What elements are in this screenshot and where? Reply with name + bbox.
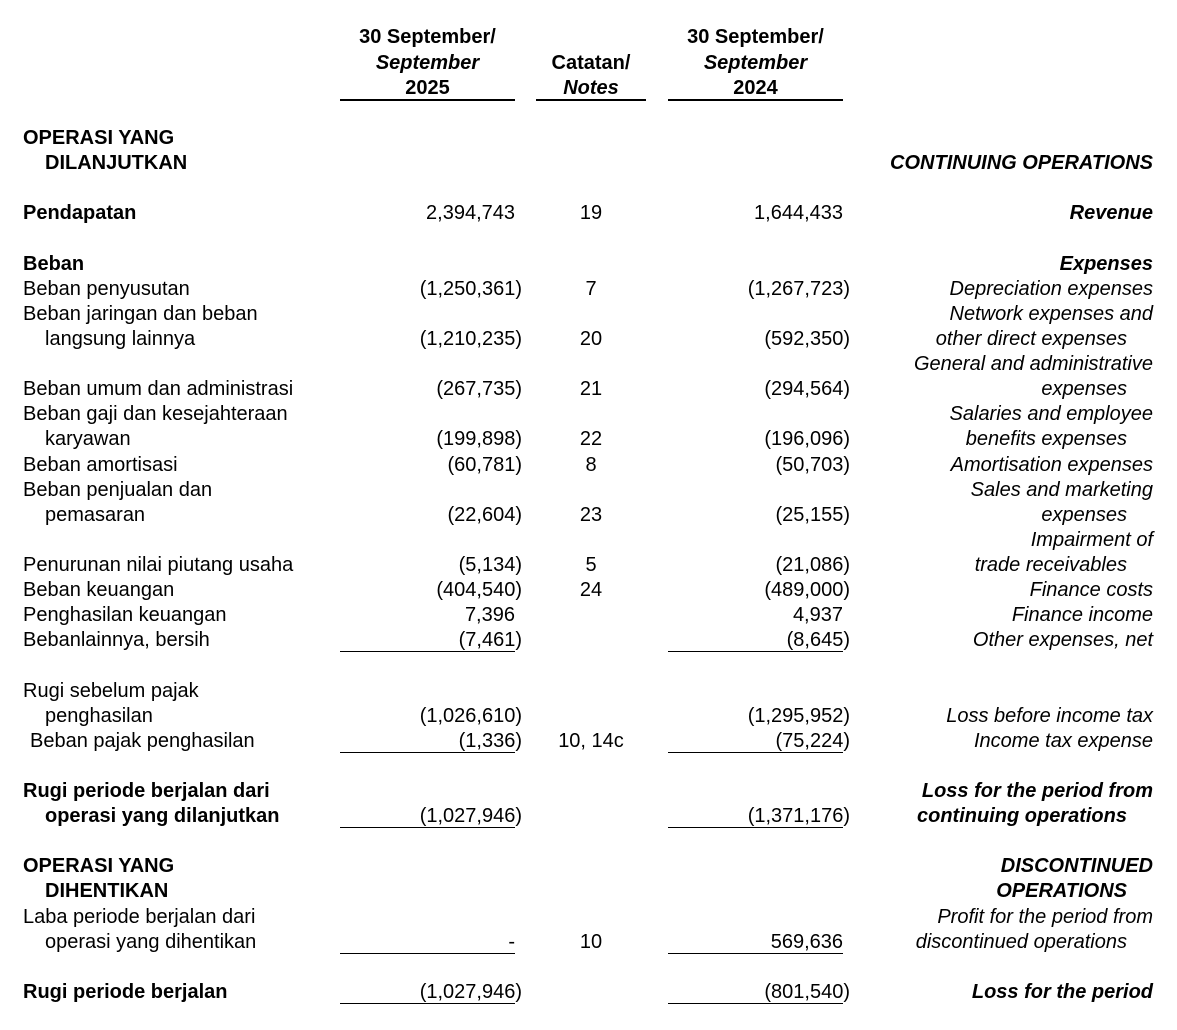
header-2025-line3: 2025	[405, 77, 450, 99]
row-general-note: 21	[579, 378, 603, 400]
row-amort-label-en: Amortisation expenses	[950, 454, 1153, 476]
row-impair-label-en-2: trade receivables	[974, 554, 1127, 576]
revenue-label-id: Pendapatan	[23, 202, 137, 224]
header-2025-underline	[340, 99, 515, 101]
row-loss-cont-2024: (1,371,176)	[747, 805, 850, 827]
row-depr-label-id: Beban penyusutan	[23, 278, 190, 300]
row-profit-disc-label-en-2: discontinued operations	[915, 931, 1127, 953]
row-salaries-label-en-1: Salaries and employee	[949, 403, 1153, 425]
row-sales-label-en-1: Sales and marketing	[970, 479, 1153, 501]
row-other-label-id: Bebanlainnya, bersih	[23, 629, 210, 651]
row-impair-2024: (21,086)	[775, 554, 850, 576]
row-network-label-id-2: langsung lainnya	[45, 328, 196, 350]
row-lbt-label-id-2: penghasilan	[45, 705, 153, 727]
row-loss-period-label-id: Rugi periode berjalan	[23, 981, 228, 1003]
row-impair-label-id: Penurunan nilai piutang usaha	[23, 554, 294, 576]
row-other-2024: (8,645)	[786, 629, 850, 651]
section-continuing-id-line2: DILANJUTKAN	[45, 152, 188, 174]
row-amort-2025: (60,781)	[447, 454, 522, 476]
expenses-heading-en: Expenses	[1059, 253, 1153, 275]
row-salaries-2024: (196,096)	[764, 428, 850, 450]
row-sales-note: 23	[579, 504, 603, 526]
header-2024-line1: 30 September/	[687, 26, 824, 48]
row-network-label-id-1: Beban jaringan dan beban	[23, 303, 258, 325]
row-loss-period-2024: (801,540)	[764, 981, 850, 1003]
row-lbt-label-id-1: Rugi sebelum pajak	[23, 680, 199, 702]
tax-line-2024	[668, 752, 843, 753]
section-discontinued-id-line1: OPERASI YANG	[23, 855, 175, 877]
header-2024-underline	[668, 99, 843, 101]
row-salaries-label-id-2: karyawan	[45, 428, 131, 450]
row-amort-label-id: Beban amortisasi	[23, 454, 178, 476]
row-fincost-label-en: Finance costs	[1029, 579, 1153, 601]
header-notes-line1: Catatan/	[551, 52, 631, 74]
row-fincost-note: 24	[579, 579, 603, 601]
loss-period-line-2025	[340, 1003, 515, 1004]
row-depr-label-en: Depreciation expenses	[949, 278, 1153, 300]
section-discontinued-en-line1: DISCONTINUED	[1000, 855, 1153, 877]
row-impair-label-en-1: Impairment of	[1030, 529, 1153, 551]
header-2024-line3: 2024	[733, 77, 778, 99]
row-sales-2024: (25,155)	[775, 504, 850, 526]
row-general-2025: (267,735)	[436, 378, 522, 400]
row-loss-cont-label-id-1: Rugi periode berjalan dari	[23, 780, 270, 802]
row-tax-2024: (75,224)	[775, 730, 850, 752]
row-loss-cont-label-en-2: continuing operations	[917, 805, 1127, 827]
row-tax-label-en: Income tax expense	[974, 730, 1153, 752]
row-network-note: 20	[579, 328, 603, 350]
row-sales-label-en-2: expenses	[1041, 504, 1127, 526]
row-loss-cont-2025: (1,027,946)	[419, 805, 522, 827]
row-impair-2025: (5,134)	[458, 554, 522, 576]
row-sales-2025: (22,604)	[447, 504, 522, 526]
row-network-2024: (592,350)	[764, 328, 850, 350]
loss-cont-line-2025	[340, 827, 515, 828]
row-profit-disc-label-id-2: operasi yang dihentikan	[45, 931, 257, 953]
row-tax-2025: (1,336)	[458, 730, 522, 752]
row-profit-disc-label-id-1: Laba periode berjalan dari	[23, 906, 256, 928]
row-amort-note: 8	[585, 454, 597, 476]
row-fininc-label-id: Penghasilan keuangan	[23, 604, 227, 626]
row-salaries-label-en-2: benefits expenses	[965, 428, 1127, 450]
row-other-2025: (7,461)	[458, 629, 522, 651]
row-profit-disc-2024: 569,636	[770, 931, 843, 953]
row-loss-period-label-en: Loss for the period	[971, 981, 1153, 1003]
revenue-note: 19	[579, 202, 603, 224]
row-lbt-label-en: Loss before income tax	[946, 705, 1153, 727]
header-notes-underline	[536, 99, 646, 101]
row-fininc-2024: 4,937	[792, 604, 843, 626]
row-lbt-2025: (1,026,610)	[419, 705, 522, 727]
row-general-2024: (294,564)	[764, 378, 850, 400]
row-general-label-en-2: expenses	[1041, 378, 1127, 400]
row-loss-cont-label-en-1: Loss for the period from	[921, 780, 1153, 802]
section-continuing-en: CONTINUING OPERATIONS	[890, 152, 1153, 174]
row-loss-cont-label-id-2: operasi yang dilanjutkan	[45, 805, 280, 827]
profit-disc-line-2024	[668, 953, 843, 954]
profit-disc-line-2025	[340, 953, 515, 954]
row-salaries-2025: (199,898)	[436, 428, 522, 450]
row-fincost-2025: (404,540)	[436, 579, 522, 601]
header-notes-line2: Notes	[563, 77, 619, 99]
row-impair-note: 5	[585, 554, 597, 576]
row-salaries-label-id-1: Beban gaji dan kesejahteraan	[23, 403, 288, 425]
header-2024-line2: September	[703, 52, 808, 74]
row-tax-note: 10, 14c	[558, 730, 624, 752]
subtotal-line-2025	[340, 651, 515, 652]
row-fininc-label-en: Finance income	[1011, 604, 1153, 626]
row-profit-disc-note: 10	[579, 931, 603, 953]
revenue-2025: 2,394,743	[426, 202, 515, 224]
row-lbt-2024: (1,295,952)	[747, 705, 850, 727]
row-network-label-en-1: Network expenses and	[949, 303, 1153, 325]
row-general-label-id: Beban umum dan administrasi	[23, 378, 294, 400]
section-discontinued-en-line2: OPERATIONS	[996, 880, 1127, 902]
row-fincost-2024: (489,000)	[764, 579, 850, 601]
revenue-2024: 1,644,433	[754, 202, 843, 224]
tax-line-2025	[340, 752, 515, 753]
subtotal-line-2024	[668, 651, 843, 652]
row-tax-label-id: Beban pajak penghasilan	[30, 730, 255, 752]
row-depr-2024: (1,267,723)	[747, 278, 850, 300]
row-other-label-en: Other expenses, net	[972, 629, 1153, 651]
row-network-2025: (1,210,235)	[419, 328, 522, 350]
loss-period-line-2024	[668, 1003, 843, 1004]
row-loss-period-2025: (1,027,946)	[419, 981, 522, 1003]
revenue-label-en: Revenue	[1069, 202, 1153, 224]
row-profit-disc-label-en-1: Profit for the period from	[937, 906, 1153, 928]
row-fincost-label-id: Beban keuangan	[23, 579, 175, 601]
row-general-label-en-1: General and administrative	[913, 353, 1153, 375]
row-salaries-note: 22	[579, 428, 603, 450]
row-sales-label-id-1: Beban penjualan dan	[23, 479, 213, 501]
header-2025-line2: September	[375, 52, 480, 74]
row-depr-note: 7	[585, 278, 597, 300]
row-fininc-2025: 7,396	[464, 604, 515, 626]
row-sales-label-id-2: pemasaran	[45, 504, 146, 526]
row-network-label-en-2: other direct expenses	[935, 328, 1127, 350]
row-depr-2025: (1,250,361)	[419, 278, 522, 300]
header-2025-line1: 30 September/	[359, 26, 496, 48]
row-amort-2024: (50,703)	[775, 454, 850, 476]
row-profit-disc-2025: -	[508, 931, 515, 953]
section-continuing-id-line1: OPERASI YANG	[23, 127, 175, 149]
expenses-heading-id: Beban	[23, 253, 85, 275]
section-discontinued-id-line2: DIHENTIKAN	[45, 880, 169, 902]
loss-cont-line-2024	[668, 827, 843, 828]
